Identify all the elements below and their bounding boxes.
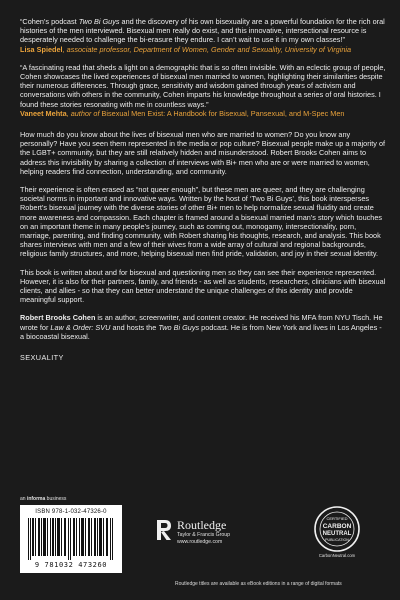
endorsement-attribution xyxy=(20,45,387,54)
subject-category: SEXUALITY xyxy=(20,353,64,363)
informa-logo-text: informa xyxy=(26,496,46,502)
barcode-icon xyxy=(28,518,114,560)
badge-text: PUBLICATION xyxy=(325,538,349,542)
imprint-text: an xyxy=(20,496,27,502)
podcast-title: Two Bi Guys xyxy=(78,17,120,26)
badge-text: CARBON xyxy=(322,523,352,530)
isbn-barcode xyxy=(20,505,122,573)
bio-text: is an author, screenwriter, and content creator. He received his MFA from NYU Tisch. He wrote for xyxy=(20,313,383,332)
endorser-name: Vaneet Mehta xyxy=(20,108,67,118)
show-title: Two Bi Guys xyxy=(158,322,200,332)
endorser-book-title: Bisexual Men Exist: A Handbook for Bisexual, Pansexual, and M-Spec Men xyxy=(101,108,345,118)
bio-text: and hosts the xyxy=(110,322,159,332)
endorser-role: , author of xyxy=(66,108,102,118)
quote-text: “Cohen’s podcast xyxy=(20,17,79,26)
endorsement-attribution xyxy=(20,109,387,118)
ebook-footer-note: Routledge titles are available as eBook editions in a range of digital formats xyxy=(175,581,342,587)
endorsement-1 xyxy=(20,17,387,54)
badge-text: NEUTRAL xyxy=(322,531,352,537)
endorser-role: , associate professor, Department of Women, Gender and Sexuality, University of Virginia xyxy=(62,44,352,54)
blurb-paragraph: How much do you know about the lives of bisexual men who are married to women? Do you know any personally? Have you seen them represented in the media or pop culture? Bisexual people make up a majority of the LGBT+ community, but they are still relatively hidden and misunderstood. Robert Brooks Cohen aims to address this invisibility by sharing a collection of interviews with Bi+ men who are or were married to women, helping readers find connection, understanding, and community. xyxy=(20,130,386,176)
barcode-digits: 9 781032 473260 xyxy=(34,561,108,569)
quote-text: and the discovery of his own bisexuality are a powerful foundation for the rich oral histories of the men interviewed. Bisexual men really do exist, and this innovative, intersectional resource is desperately needed to challenge the bi-erasure they endure. I can’t wait to use it in my own classes!” xyxy=(20,17,385,45)
carbon-neutral-badge-icon xyxy=(313,505,361,553)
imprint-text: business xyxy=(45,496,67,502)
badge-text: CERTIFIED xyxy=(326,516,348,521)
publisher-url: www.routledge.com xyxy=(177,539,223,545)
publisher-group: Taylor & Francis Group xyxy=(177,532,231,538)
endorsement-text xyxy=(20,17,387,45)
endorsement-2 xyxy=(20,63,387,118)
author-name: Robert Brooks Cohen xyxy=(20,313,96,323)
blurb-paragraph: This book is written about and for bisexual and questioning men so they can see their experience represented. However, it is also for their partners, family, and friends - as well as students, researchers, clinicians with bisexual clients, and allies - so that they can better understand the unique challenges of this identity and provide meaningful support. xyxy=(20,267,386,305)
blurb-paragraph: Their experience is often erased as “not queer enough”, but these men are queer, and they are challenging societal norms in important and innovative ways. Written by the host of ‘Two Bi Guys’, this book intersperses Robert’s bisexual journey with the diverse stories of other Bi+ men to help normalize sexual fluidity and create more awareness and compassion. Each chapter is framed around a bisexual married man’s story which touches on an important theme in many people’s journey, such as coming out, monogamy, intersectionality, porn, marriage, parenting, and finding community, with Robert sharing his thoughts, research, and analysis. This book shares interviews with men and a few of their wives from a wide array of cultural and regional backgrounds, religious family structures, and more, helping bisexual men find pride, validation, and joy in their sexual identity. xyxy=(20,185,383,259)
cover-text xyxy=(20,17,387,362)
publisher-name: Routledge xyxy=(177,518,227,532)
isbn-label: ISBN 978-1-032-47326-0 xyxy=(35,509,107,515)
informa-imprint xyxy=(20,496,66,502)
carbon-neutral-site: CarbonNeutral.com xyxy=(318,553,356,558)
endorsement-text: “A fascinating read that sheds a light on a demographic that is so often invisible. With an eclectic group of people, Cohen showcases the lived experiences of bisexual men married to women, highlighting their similarities despite their numerous differences. Through grace, sensitivity and wisdom gained through years of activism and conversations with others in the community, Cohen imparts his knowledge throughout a series of oral histories. I found these stories resonating with me in countless ways.” xyxy=(20,62,386,109)
routledge-logo xyxy=(155,518,265,550)
author-bio xyxy=(20,313,387,341)
bio-text: podcast. He is from New York and lives in Los Angeles - a biocoastal bisexual. xyxy=(20,322,382,341)
endorser-name: Lisa Spiedel xyxy=(20,44,63,54)
show-title: Law & Order: SVU xyxy=(50,322,111,332)
routledge-r-icon xyxy=(155,518,173,542)
